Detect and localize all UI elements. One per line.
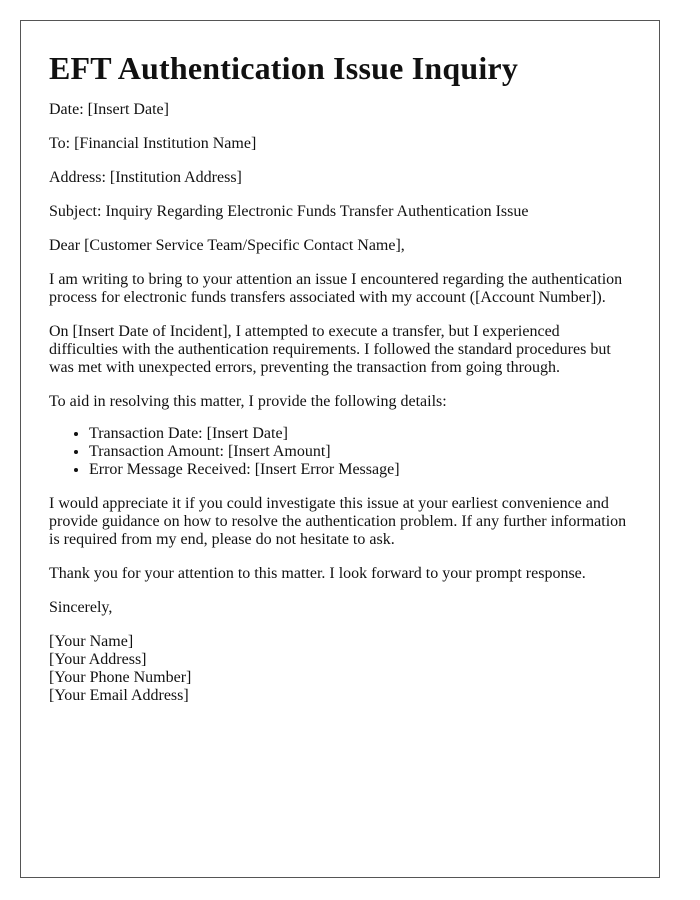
address-line: Address: [Institution Address] [49,169,242,186]
signature-phone: [Your Phone Number] [49,669,192,686]
list-item: • Error Message Received: [Insert Error Message] [89,461,631,479]
letter-title: EFT Authentication Issue Inquiry [49,50,519,86]
salutation: Dear [Customer Service Team/Specific Contact Name], [49,237,405,254]
signature-block [49,633,631,705]
recipient-line: To: [Financial Institution Name] [49,135,257,152]
signoff: Sincerely, [49,599,113,616]
signature-email: [Your Email Address] [49,687,189,704]
letter-page [20,20,660,878]
body-paragraph: I am writing to bring to your attention an issue I encountered regarding the authentication process for electronic funds transfers associated with my account ([Account Number]). [49,271,623,306]
signature-name: [Your Name] [49,633,134,650]
subject-line: Subject: Inquiry Regarding Electronic Funds Transfer Authentication Issue [49,203,529,220]
details-list [49,425,631,479]
body-paragraph: To aid in resolving this matter, I provide the following details: [49,393,447,410]
signature-address: [Your Address] [49,651,147,668]
body-paragraph: Thank you for your attention to this matter. I look forward to your prompt response. [49,565,586,582]
list-item: • Transaction Amount: [Insert Amount] [89,443,631,461]
date-line: Date: [Insert Date] [49,101,169,118]
body-paragraph: I would appreciate it if you could investigate this issue at your earliest convenience and provide guidance on how to resolve the authentication problem. If any further information is required from my end, please do not hesitate to ask. [49,495,627,548]
body-paragraph: On [Insert Date of Incident], I attempted to execute a transfer, but I experienced difficulties with the authentication requirements. I followed the standard procedures but was met with unexpected errors, preventing the transaction from going through. [49,323,611,376]
list-item: • Transaction Date: [Insert Date] [89,425,631,443]
